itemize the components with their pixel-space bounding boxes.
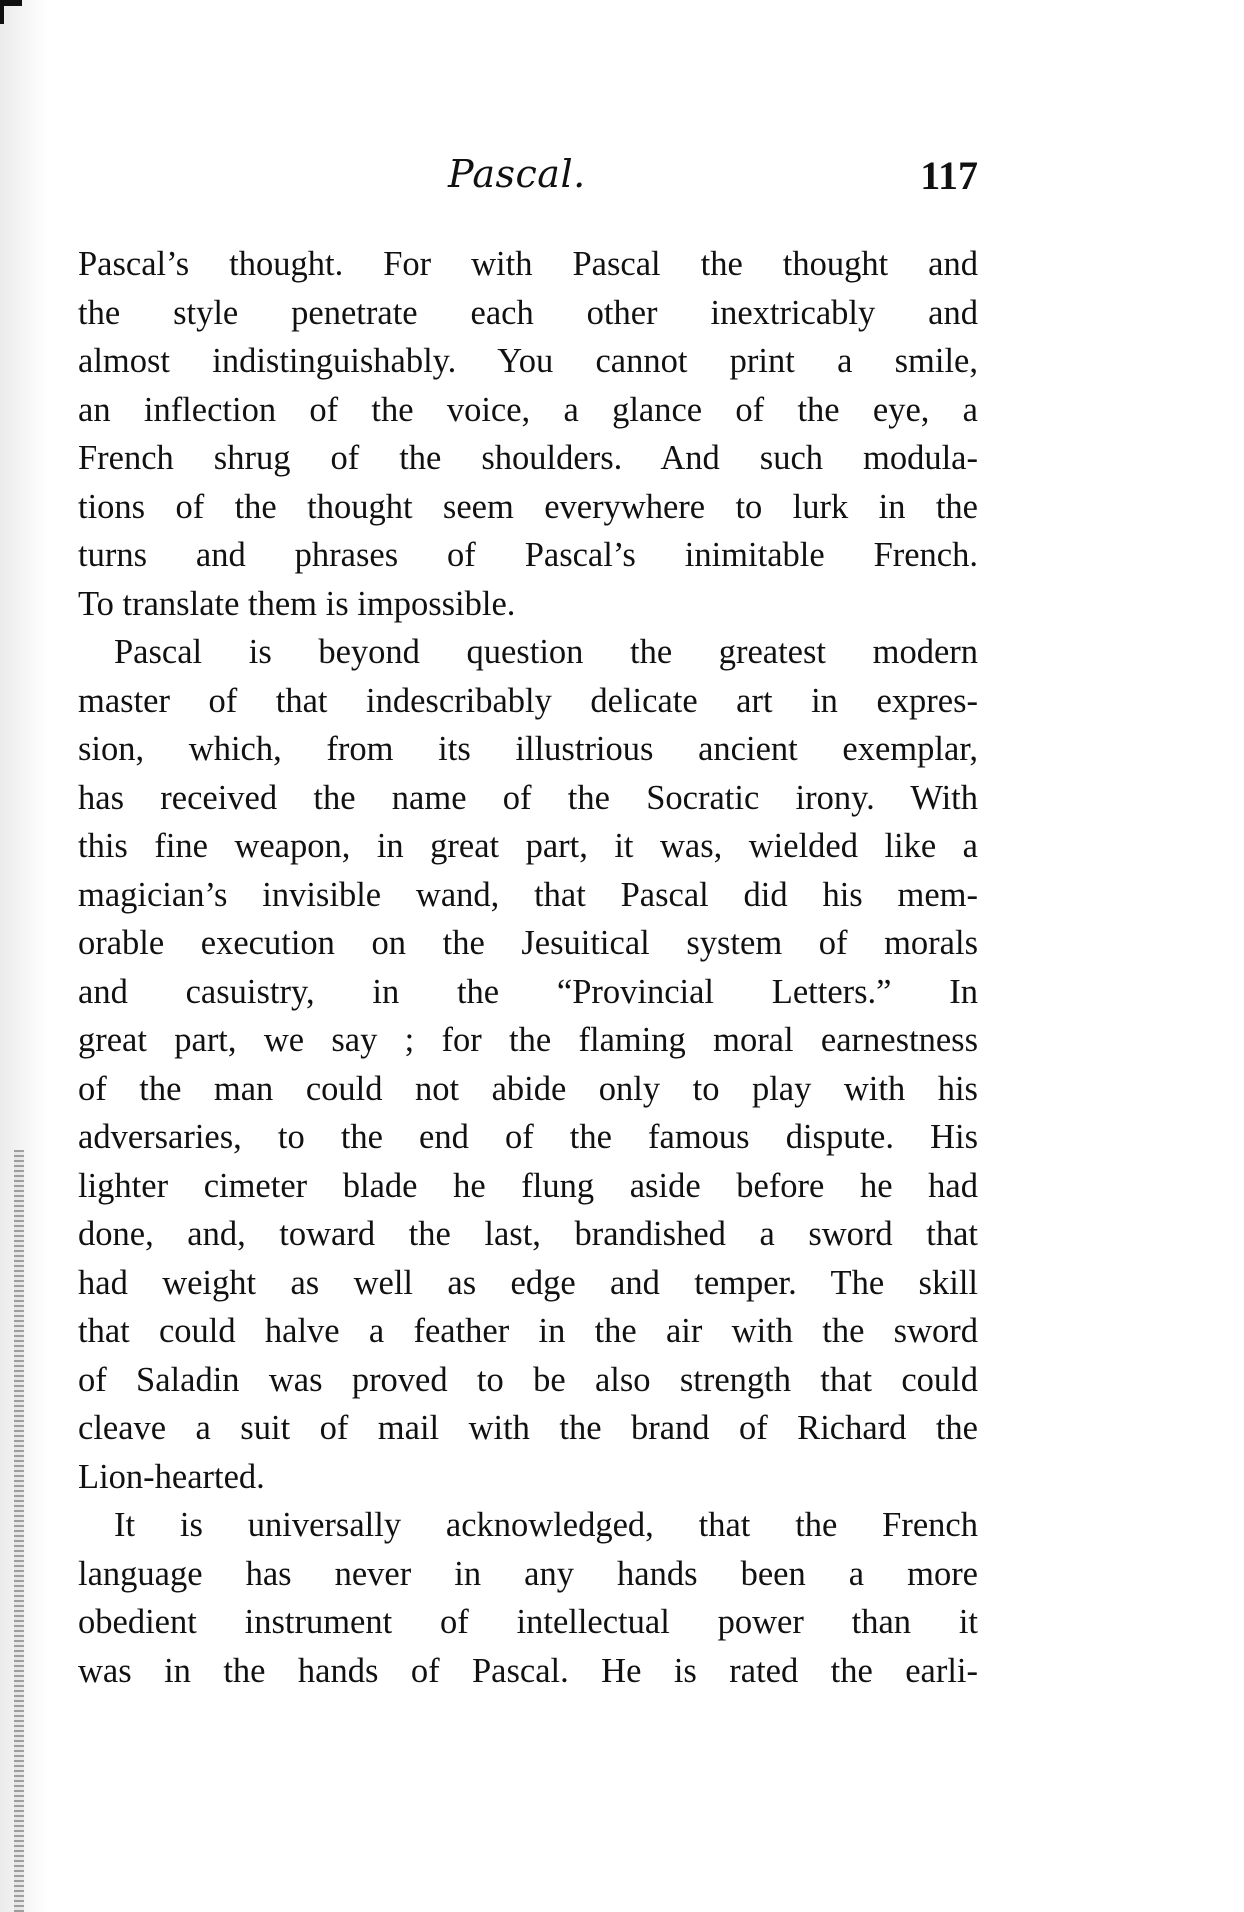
binding-edge-shadow xyxy=(0,0,48,1912)
scan-corner-mark xyxy=(0,0,22,6)
text-line: orable execution on the Jesuitical system of morals xyxy=(78,924,978,962)
text-line: that could halve a feather in the air with the sword xyxy=(78,1312,978,1350)
text-line: magician’s invisible wand, that Pascal did his mem- xyxy=(78,875,978,914)
text-line: this fine weapon, in great part, it was, wielded like a xyxy=(78,827,978,865)
text-line: has received the name of the Socratic irony. With xyxy=(78,778,978,817)
text-line: Pascal’s thought. For with Pascal the thought and xyxy=(78,245,978,283)
text-line: and casuistry, in the “Provincial Letters.” In xyxy=(78,972,978,1011)
body-text xyxy=(78,240,978,1695)
page-number: 117 xyxy=(920,153,978,198)
text-line: language has never in any hands been a more xyxy=(78,1554,978,1593)
text-line: To translate them is impossible. xyxy=(78,584,516,623)
text-line: obedient instrument of intellectual power than it xyxy=(78,1603,978,1641)
text-line: almost indistinguishably. You cannot print a smile, xyxy=(78,342,978,380)
text-line: great part, we say ; for the flaming moral earnestness xyxy=(78,1021,978,1059)
text-line: adversaries, to the end of the famous dispute. His xyxy=(78,1118,978,1156)
paragraph-2 xyxy=(78,628,978,1501)
text-line: of Saladin was proved to be also strength that could xyxy=(78,1360,978,1399)
text-line: master of that indescribably delicate art in expres- xyxy=(78,681,978,720)
paragraph-1 xyxy=(78,240,978,628)
running-head xyxy=(78,152,978,212)
text-line: Lion-hearted. xyxy=(78,1457,265,1496)
text-line: tions of the thought seem everywhere to lurk in the xyxy=(78,487,978,526)
text-line: It is universally acknowledged, that the French xyxy=(114,1506,978,1544)
text-line: was in the hands of Pascal. He is rated the earli- xyxy=(78,1651,978,1690)
text-line: French shrug of the shoulders. And such modula- xyxy=(78,439,978,477)
text-line: done, and, toward the last, brandished a sword that xyxy=(78,1215,978,1253)
text-line: cleave a suit of mail with the brand of Richard the xyxy=(78,1409,978,1447)
text-line: an inflection of the voice, a glance of the eye, a xyxy=(78,390,978,429)
text-line: of the man could not abide only to play with his xyxy=(78,1069,978,1108)
text-line: Pascal is beyond question the greatest modern xyxy=(114,633,978,671)
text-line: turns and phrases of Pascal’s inimitable French. xyxy=(78,536,978,574)
text-line: had weight as well as edge and temper. The skill xyxy=(78,1263,978,1302)
text-line: lighter cimeter blade he flung aside before he had xyxy=(78,1166,978,1205)
text-line: the style penetrate each other inextricably and xyxy=(78,293,978,332)
text-line: sion, which, from its illustrious ancient exemplar, xyxy=(78,730,978,768)
paragraph-3 xyxy=(78,1501,978,1695)
running-title: Pascal. xyxy=(448,152,586,196)
